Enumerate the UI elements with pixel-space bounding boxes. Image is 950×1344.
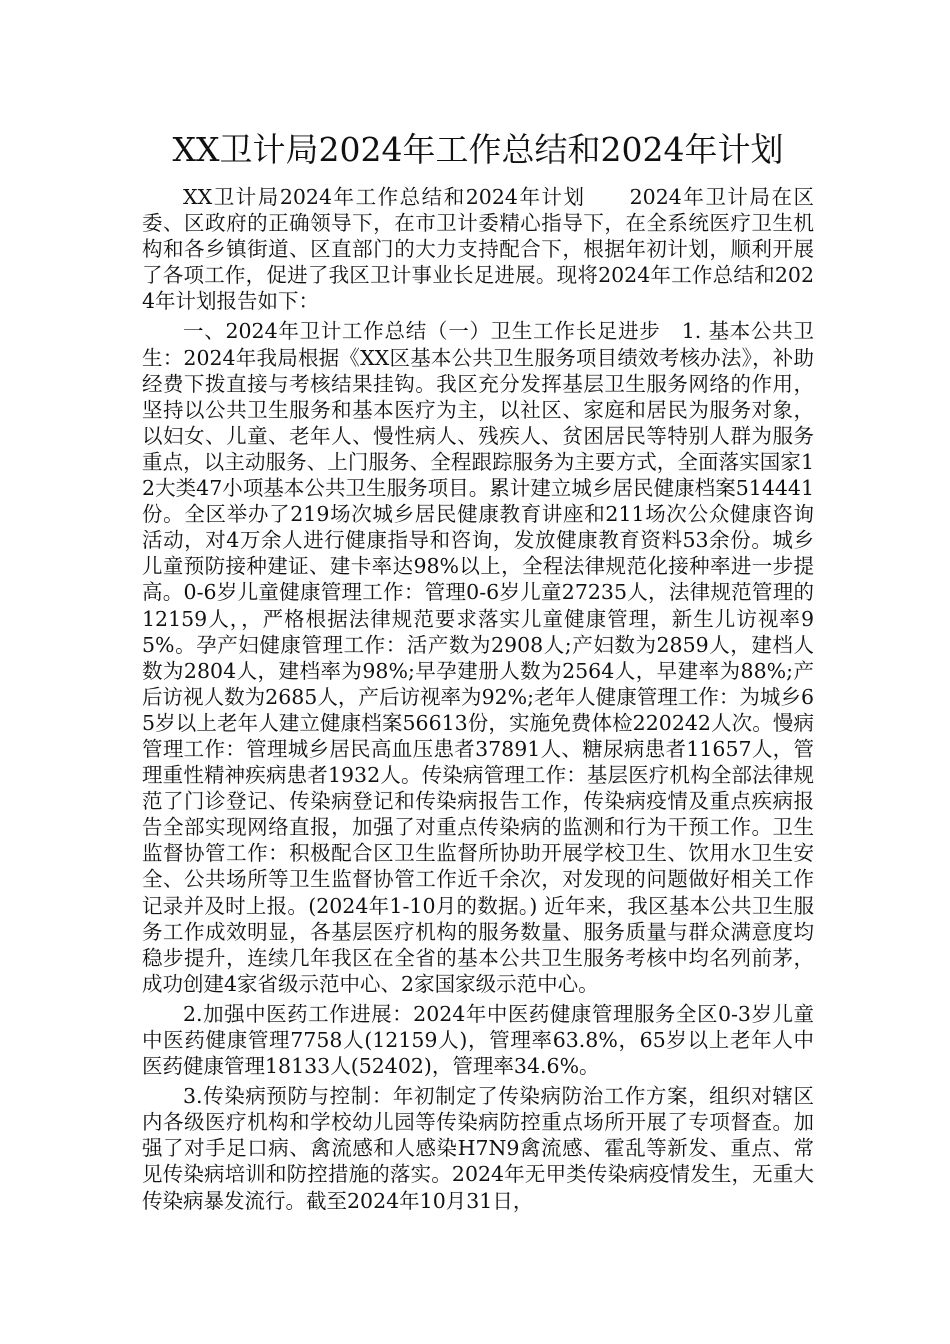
paragraph-tcm-work: 2.加强中医药工作进展：2024年中医药健康管理服务全区0-3岁儿童中医药健康管理7758人(12159人)，管理率63.8%，65岁以上老年人中医药健康管理18133人(52402)，管理率34.6%。 [142, 1001, 814, 1079]
paragraph-intro: XX卫计局2024年工作总结和2024年计划 2024年卫计局在区委、区政府的正确领导下，在市卫计委精心指导下，在全系统医疗卫生机构和各乡镇街道、区直部门的大力支持配合下，根据年初计划，顺利开展了各项工作，促进了我区卫计事业长足进展。现将2024年工作总结和2024年计划报告如下： [142, 185, 814, 314]
document-title: XX卫计局2024年工作总结和2024年计划 [172, 130, 784, 169]
paragraph-public-health-summary: 一、2024年卫计工作总结（一）卫生工作长足进步 1. 基本公共卫生：2024年我局根据《XX区基本公共卫生服务项目绩效考核办法》，补助经费下拨直接与考核结果挂钩。我区充分发挥基层卫生服务网络的作用，坚持以公共卫生服务和基本医疗为主，以社区、家庭和居民为服务对象，以妇女、儿童、老年人、慢性病人、残疾人、贫困居民等特别人群为服务重点，以主动服务、上门服务、全程跟踪服务为主要方式，全面落实国家12大类47小项基本公共卫生服务项目。累计建立城乡居民健康档案514441份。全区举办了219场次城乡居民健康教育讲座和211场次公众健康咨询活动，对4万余人进行健康指导和咨询，发放健康教育资料53余份。城乡儿童预防接种建证、建卡率达98%以上，全程法律规范化接种率进一步提高。0-6岁儿童健康管理工作：管理0-6岁儿童27235人，法律规范管理的12159人，，严格根据法律规范要求落实儿童健康管理，新生儿访视率95%。孕产妇健康管理工作：活产数为2908人;产妇数为2859人，建档人数为2804人，建档率为98%;早孕建册人数为2564人，早建率为88%;产后访视人数为2685人，产后访视率为92%;老年人健康管理工作：为城乡65岁以上老年人建立健康档案56613份，实施免费体检220242人次。慢病管理工作：管理城乡居民高血压患者37891人、糖尿病患者11657人，管理重性精神疾病患者1932人。传染病管理工作：基层医疗机构全部法律规范了门诊登记、传染病登记和传染病报告工作，传染病疫情及重点疾病报告全部实现网络直报，加强了对重点传染病的监测和行为干预工作。卫生监督协管工作：积极配合区卫生监督所协助开展学校卫生、饮用水卫生安全、公共场所等卫生监督协管工作近千余次，对发现的问题做好相关工作记录并及时上报。(2024年1-10月的数据。) 近年来，我区基本公共卫生服务工作成效明显，各基层医疗机构的服务数量、服务质量与群众满意度均稳步提升，连续几年我区在全省的基本公共卫生服务考核中均名列前茅，成功创建4家省级示范中心、2家国家级示范中心。 [142, 319, 814, 996]
paragraph-infectious-disease: 3.传染病预防与控制：年初制定了传染病防治工作方案，组织对辖区内各级医疗机构和学校幼儿园等传染病防控重点场所开展了专项督查。加强了对手足口病、禽流感和人感染H7N9禽流感、霍乱等新发、重点、常见传染病培训和防控措施的落实。2024年无甲类传染病疫情发生，无重大传染病暴发流行。截至2024年10月31日， [142, 1084, 814, 1213]
